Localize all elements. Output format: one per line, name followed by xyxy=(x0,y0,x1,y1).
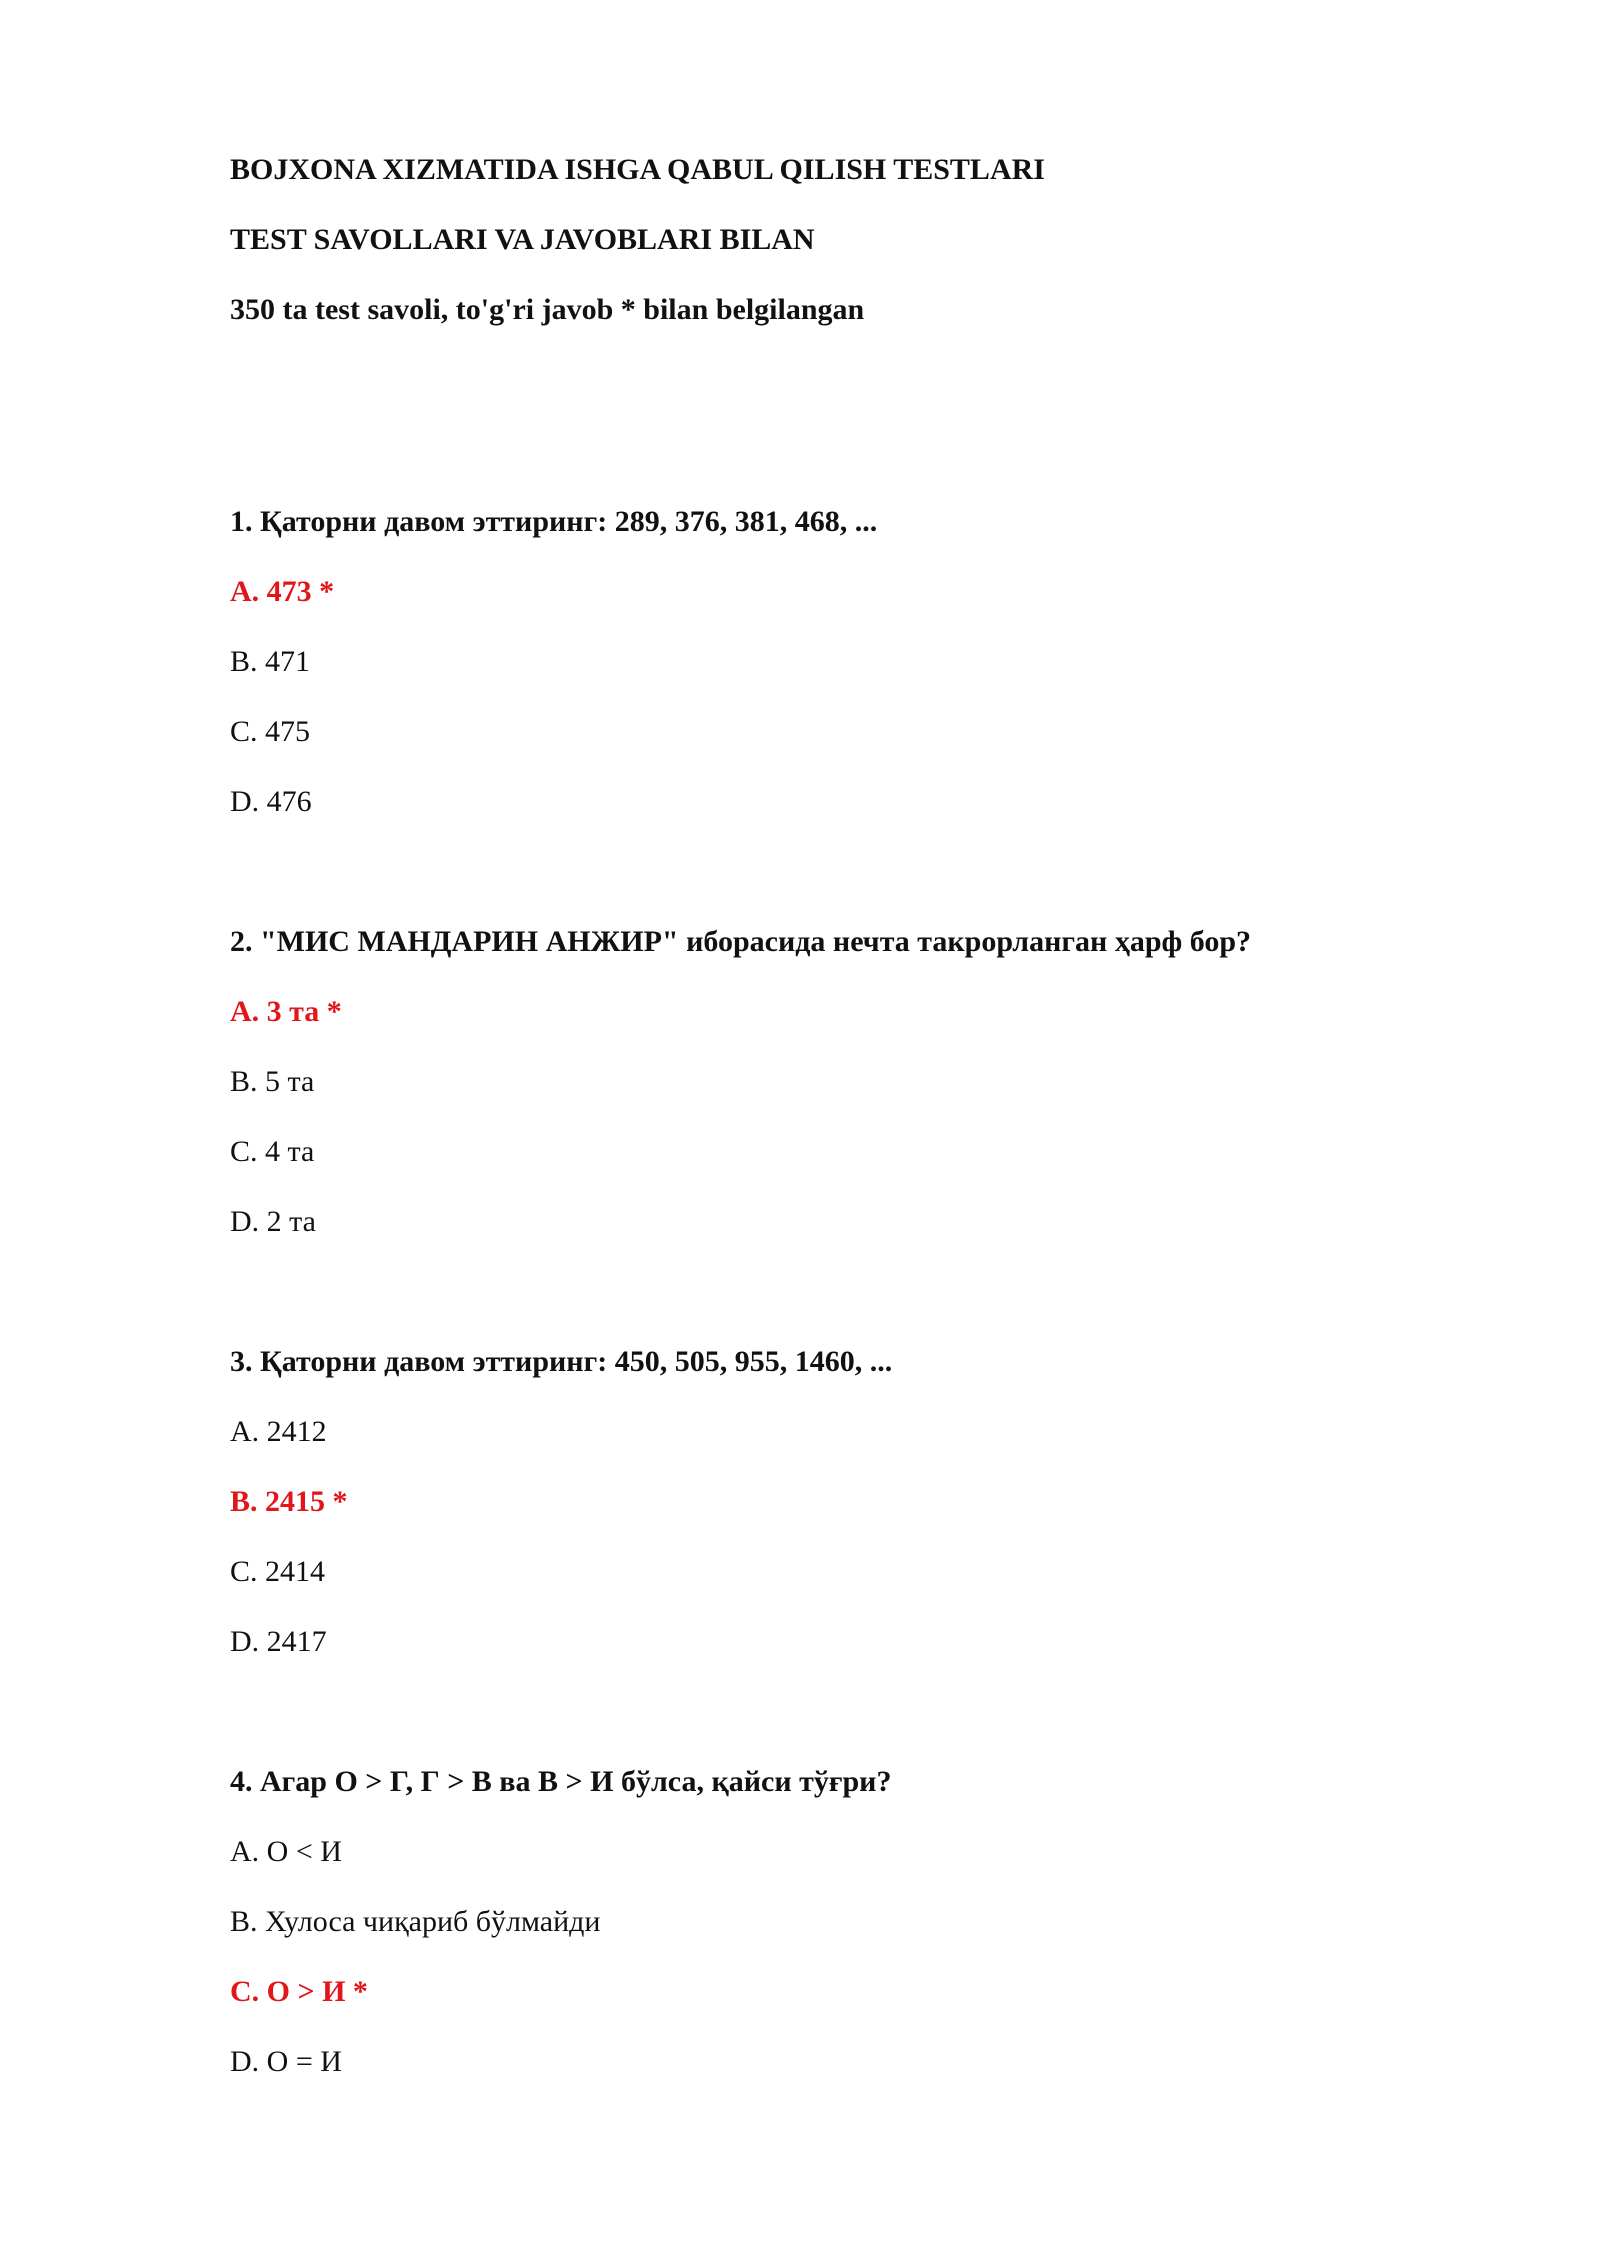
document-subtitle: TEST SAVOLLARI VA JAVOBLARI BILAN xyxy=(230,223,815,256)
question-text: 1. Қаторни давом эттиринг: 289, 376, 381, 468, ... xyxy=(230,505,878,538)
question-text: 3. Қаторни давом эттиринг: 450, 505, 955, 1460, ... xyxy=(230,1345,893,1378)
answer-option: C. 4 та xyxy=(230,1135,315,1168)
document-note: 350 ta test savoli, to'g'ri javob * bilan belgilangan xyxy=(230,293,865,326)
answer-option-correct: C. О > И * xyxy=(230,1975,368,2008)
answer-option-correct: B. 2415 * xyxy=(230,1485,348,1518)
answer-option: B. 471 xyxy=(230,645,311,678)
answer-option: B. Хулоса чиқариб бўлмайди xyxy=(230,1905,601,1938)
answer-option: D. 2417 xyxy=(230,1625,327,1658)
answer-option: D. 2 та xyxy=(230,1205,316,1238)
answer-option: C. 2414 xyxy=(230,1555,326,1588)
answer-option: C. 475 xyxy=(230,715,311,748)
answer-option-correct: A. 473 * xyxy=(230,575,335,608)
answer-option: A. О < И xyxy=(230,1835,342,1868)
question-text: 4. Агар О > Г, Г > В ва В > И бўлса, қайси тўғри? xyxy=(230,1765,892,1798)
answer-option: B. 5 та xyxy=(230,1065,315,1098)
answer-option: A. 2412 xyxy=(230,1415,327,1448)
document-title: BOJXONA XIZMATIDA ISHGA QABUL QILISH TESTLARI xyxy=(230,153,1045,186)
answer-option: D. О = И xyxy=(230,2045,342,2078)
question-text: 2. "МИС МАНДАРИН АНЖИР" иборасида нечта такрорланган ҳарф бор? xyxy=(230,925,1252,958)
answer-option-correct: A. 3 та * xyxy=(230,995,342,1028)
answer-option: D. 476 xyxy=(230,785,312,818)
